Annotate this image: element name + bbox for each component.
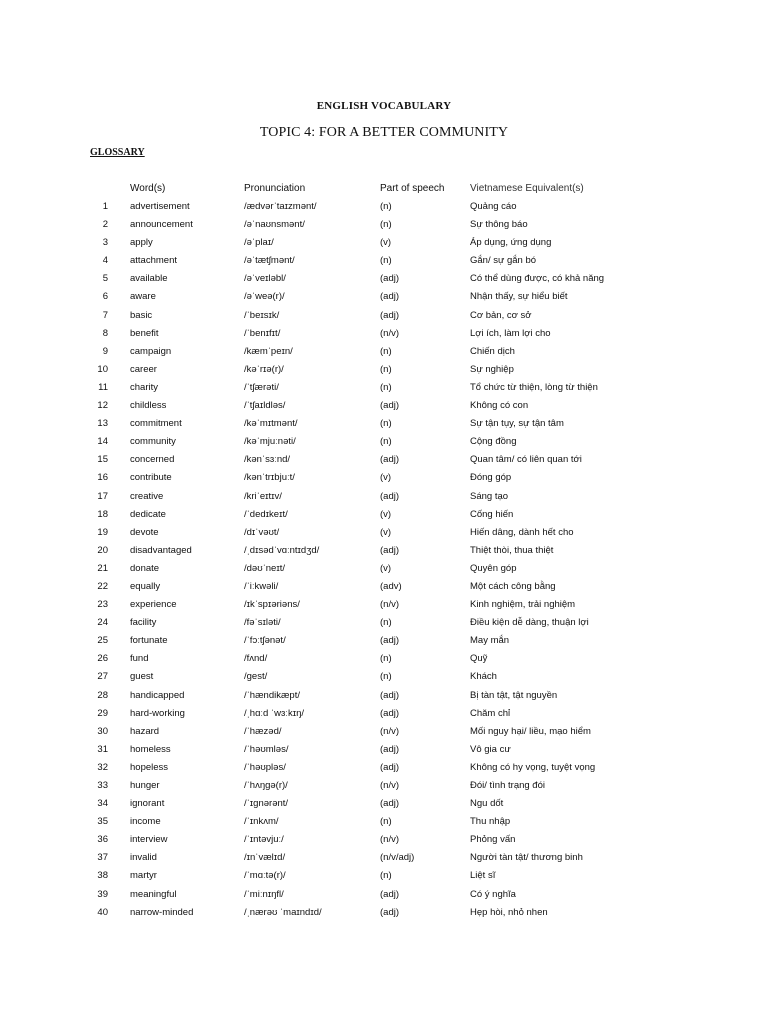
row-word: contribute xyxy=(130,472,172,484)
row-word: career xyxy=(130,363,157,375)
row-vietnamese: Có thể dùng được, có khả năng xyxy=(470,273,605,285)
row-word: ignorant xyxy=(130,798,165,810)
row-vietnamese: Phỏng vấn xyxy=(470,834,516,846)
row-number: 33 xyxy=(97,780,108,791)
row-number: 29 xyxy=(97,707,108,719)
row-word: aware xyxy=(130,291,156,303)
row-part-of-speech: (adj) xyxy=(380,707,400,719)
row-vietnamese: Đói/ tình trạng đói xyxy=(470,780,545,791)
row-part-of-speech: (n) xyxy=(380,255,392,267)
row-number: 20 xyxy=(97,544,108,556)
row-word: campaign xyxy=(130,345,172,357)
table-row xyxy=(0,526,768,544)
header-vietnamese: Vietnamese Equivalent(s) xyxy=(470,183,584,194)
table-row xyxy=(0,471,768,489)
row-vietnamese: Chiến dịch xyxy=(470,345,515,357)
row-part-of-speech: (adj) xyxy=(380,544,400,556)
row-word: announcement xyxy=(130,219,193,231)
row-pronunciation: /ædvərˈtaɪzmənt/ xyxy=(244,201,317,212)
row-number: 27 xyxy=(97,671,108,683)
row-pronunciation: /ˈhəʊpləs/ xyxy=(244,761,286,773)
row-pronunciation: /ˈfɔːtʃənət/ xyxy=(244,635,286,647)
row-vietnamese: Cơ bản, cơ sở xyxy=(470,309,532,321)
row-pronunciation: /kənˈtrɪbjuːt/ xyxy=(244,472,295,484)
row-pronunciation: /ɪkˈspɪəriəns/ xyxy=(244,599,300,611)
table-row xyxy=(0,598,768,616)
table-row xyxy=(0,490,768,508)
row-part-of-speech: (adv) xyxy=(380,580,402,592)
row-vietnamese: Người tàn tật/ thương binh xyxy=(470,852,583,864)
row-word: commitment xyxy=(130,418,182,430)
row-word: hard-working xyxy=(130,707,185,719)
row-word: hopeless xyxy=(130,761,169,773)
row-number: 5 xyxy=(102,273,108,285)
row-vietnamese: Vô gia cư xyxy=(470,743,511,755)
row-part-of-speech: (adj) xyxy=(380,454,400,466)
row-number: 2 xyxy=(102,219,108,231)
row-pronunciation: /əˈnaʊnsmənt/ xyxy=(244,219,305,231)
row-part-of-speech: (adj) xyxy=(380,906,400,918)
row-pronunciation: /ˈhʌŋgə(r)/ xyxy=(244,780,288,791)
row-part-of-speech: (n/v) xyxy=(380,780,399,791)
row-part-of-speech: (n/v) xyxy=(380,834,399,846)
row-vietnamese: Điều kiện dễ dàng, thuận lợi xyxy=(470,617,589,629)
row-vietnamese: Một cách công bằng xyxy=(470,580,556,592)
table-row xyxy=(0,453,768,471)
row-pronunciation: /kəˈrɪə(r)/ xyxy=(244,363,284,375)
row-pronunciation: /ˈmɑːtə(r)/ xyxy=(244,870,286,882)
row-number: 16 xyxy=(97,472,108,484)
row-part-of-speech: (adj) xyxy=(380,761,400,773)
row-vietnamese: Quỹ xyxy=(470,653,488,665)
row-number: 15 xyxy=(97,454,108,466)
row-number: 34 xyxy=(97,798,108,810)
row-number: 22 xyxy=(97,580,108,592)
row-vietnamese: Có ý nghĩa xyxy=(470,888,516,900)
row-pronunciation: /fʌnd/ xyxy=(244,653,268,665)
row-part-of-speech: (n) xyxy=(380,617,392,629)
row-pronunciation: /kənˈsɜːnd/ xyxy=(244,454,291,466)
table-row xyxy=(0,906,768,924)
row-vietnamese: Không có con xyxy=(470,400,529,412)
header-part-of-speech: Part of speech xyxy=(380,183,445,194)
row-vietnamese: Sáng tạo xyxy=(470,490,509,502)
table-row xyxy=(0,869,768,887)
row-word: meaningful xyxy=(130,888,177,900)
row-pronunciation: /fəˈsɪləti/ xyxy=(244,617,281,629)
row-word: narrow-minded xyxy=(130,906,194,918)
row-number: 11 xyxy=(98,381,108,393)
topic-title: TOPIC 4: FOR A BETTER COMMUNITY xyxy=(259,125,509,140)
table-row xyxy=(0,851,768,869)
row-word: disadvantaged xyxy=(130,544,192,556)
row-number: 39 xyxy=(97,888,108,900)
row-number: 38 xyxy=(97,870,108,882)
row-number: 6 xyxy=(102,291,108,303)
row-number: 32 xyxy=(97,761,108,773)
row-part-of-speech: (n/v) xyxy=(380,599,399,611)
row-vietnamese: Lợi ích, làm lợi cho xyxy=(470,327,551,339)
row-part-of-speech: (v) xyxy=(380,472,392,484)
row-vietnamese: Quan tâm/ có liên quan tới xyxy=(470,454,582,466)
row-vietnamese: Thiệt thòi, thua thiệt xyxy=(470,544,554,556)
row-part-of-speech: (n) xyxy=(380,870,392,882)
row-word: homeless xyxy=(130,743,171,755)
row-pronunciation: /əˈveɪləbl/ xyxy=(244,273,286,285)
row-pronunciation: /kriˈeɪtɪv/ xyxy=(244,490,282,502)
row-vietnamese: Liệt sĩ xyxy=(470,870,496,882)
row-vietnamese: Tổ chức từ thiện, lòng từ thiện xyxy=(470,381,598,393)
row-part-of-speech: (adj) xyxy=(380,743,400,755)
row-number: 3 xyxy=(102,237,108,249)
table-row xyxy=(0,345,768,363)
table-row xyxy=(0,417,768,435)
row-part-of-speech: (adj) xyxy=(380,309,400,321)
row-number: 37 xyxy=(97,852,108,864)
row-word: experience xyxy=(130,599,177,611)
row-pronunciation: /ˈdedɪkeɪt/ xyxy=(244,508,288,520)
row-vietnamese: Ngu dốt xyxy=(470,798,504,810)
row-word: handicapped xyxy=(130,689,185,701)
row-part-of-speech: (n/v/adj) xyxy=(380,852,415,864)
row-pronunciation: /kæmˈpeɪn/ xyxy=(244,345,293,357)
row-pronunciation: /ˈbenɪfɪt/ xyxy=(244,327,281,339)
table-row xyxy=(0,779,768,797)
row-part-of-speech: (adj) xyxy=(380,273,400,285)
row-pronunciation: /dəʊˈneɪt/ xyxy=(244,562,285,574)
row-pronunciation: /ˈmiːnɪŋfl/ xyxy=(244,888,284,900)
row-pronunciation: /ˈhændikæpt/ xyxy=(244,689,300,701)
row-vietnamese: Mối nguy hại/ liều, mạo hiểm xyxy=(470,725,591,737)
table-row xyxy=(0,363,768,381)
row-word: martyr xyxy=(130,870,157,882)
row-word: creative xyxy=(130,490,164,502)
table-row xyxy=(0,707,768,725)
row-number: 28 xyxy=(97,689,108,701)
row-word: hunger xyxy=(130,780,160,791)
row-word: concerned xyxy=(130,454,175,466)
row-part-of-speech: (adj) xyxy=(380,490,400,502)
row-word: benefit xyxy=(130,327,159,339)
row-vietnamese: Gắn/ sự gắn bó xyxy=(470,255,537,267)
row-part-of-speech: (n) xyxy=(380,418,392,430)
row-vietnamese: Sự thông báo xyxy=(470,219,528,231)
table-row xyxy=(0,580,768,598)
document-title: ENGLISH VOCABULARY xyxy=(316,100,452,112)
row-pronunciation: /ɪnˈvælɪd/ xyxy=(244,852,286,864)
row-part-of-speech: (v) xyxy=(380,508,392,520)
header-pronunciation: Pronunciation xyxy=(244,183,306,194)
row-part-of-speech: (n) xyxy=(380,201,392,212)
row-number: 31 xyxy=(97,743,108,755)
table-row xyxy=(0,381,768,399)
row-pronunciation: /əˈtætʃmənt/ xyxy=(244,255,295,267)
row-part-of-speech: (n) xyxy=(380,671,392,683)
row-vietnamese: Áp dụng, ứng dụng xyxy=(470,237,552,249)
row-vietnamese: Sự tận tụy, sự tận tâm xyxy=(470,418,564,430)
row-vietnamese: Không có hy vọng, tuyệt vọng xyxy=(470,761,596,773)
row-number: 10 xyxy=(97,363,108,375)
row-pronunciation: /kəˈmɪtmənt/ xyxy=(244,418,298,430)
table-row xyxy=(0,888,768,906)
row-word: childless xyxy=(130,400,167,412)
row-pronunciation: /ˌhɑːd ˈwɜːkɪŋ/ xyxy=(244,707,305,719)
row-pronunciation: /kəˈmjuːnəti/ xyxy=(244,436,296,448)
row-number: 18 xyxy=(97,508,108,520)
row-number: 21 xyxy=(97,562,108,574)
row-number: 8 xyxy=(102,327,108,339)
row-vietnamese: Hiến dâng, dành hết cho xyxy=(470,526,574,538)
row-number: 30 xyxy=(97,725,108,737)
row-number: 19 xyxy=(97,526,108,538)
row-number: 35 xyxy=(97,816,108,828)
row-number: 14 xyxy=(97,436,108,448)
row-part-of-speech: (adj) xyxy=(380,400,400,412)
row-pronunciation: /ˈiːkwəli/ xyxy=(244,580,279,592)
row-pronunciation: /ˌdɪsədˈvɑːntɪdʒd/ xyxy=(244,544,320,556)
table-row xyxy=(0,508,768,526)
table-row xyxy=(0,218,768,236)
row-part-of-speech: (n) xyxy=(380,381,392,393)
row-word: apply xyxy=(130,237,153,249)
table-row xyxy=(0,562,768,580)
table-row xyxy=(0,236,768,254)
row-word: fund xyxy=(130,653,149,665)
row-word: interview xyxy=(130,834,168,846)
row-number: 13 xyxy=(97,418,108,430)
table-row xyxy=(0,761,768,779)
table-row xyxy=(0,309,768,327)
row-word: devote xyxy=(130,526,159,538)
table-row xyxy=(0,290,768,308)
row-vietnamese: Hẹp hòi, nhỏ nhen xyxy=(470,906,548,918)
row-number: 23 xyxy=(97,599,108,611)
table-row xyxy=(0,652,768,670)
vocabulary-table xyxy=(0,200,768,924)
table-row xyxy=(0,616,768,634)
row-vietnamese: Quyên góp xyxy=(470,562,517,574)
row-part-of-speech: (n) xyxy=(380,653,392,665)
row-part-of-speech: (n) xyxy=(380,345,392,357)
row-pronunciation: /əˈplaɪ/ xyxy=(244,237,274,249)
row-word: invalid xyxy=(130,852,157,864)
row-part-of-speech: (n/v) xyxy=(380,725,399,737)
row-word: hazard xyxy=(130,725,160,737)
row-number: 25 xyxy=(97,635,108,647)
table-row xyxy=(0,670,768,688)
row-part-of-speech: (adj) xyxy=(380,291,400,303)
row-vietnamese: Sự nghiệp xyxy=(470,363,514,375)
row-vietnamese: Quảng cáo xyxy=(470,201,517,212)
row-pronunciation: /ˈɪntəvjuː/ xyxy=(244,834,284,846)
row-vietnamese: Thu nhập xyxy=(470,816,511,828)
row-pronunciation: /ˈhæzəd/ xyxy=(244,725,282,737)
row-part-of-speech: (adj) xyxy=(380,798,400,810)
row-word: fortunate xyxy=(130,635,168,647)
row-vietnamese: Cộng đồng xyxy=(470,436,517,448)
table-row xyxy=(0,272,768,290)
row-part-of-speech: (n) xyxy=(380,816,392,828)
row-part-of-speech: (v) xyxy=(380,526,392,538)
row-vietnamese: Khách xyxy=(470,671,497,683)
row-part-of-speech: (n/v) xyxy=(380,327,399,339)
row-word: attachment xyxy=(130,255,177,267)
row-pronunciation: /ˈhəʊmləs/ xyxy=(244,743,289,755)
table-row xyxy=(0,254,768,272)
row-number: 1 xyxy=(102,201,108,212)
row-word: basic xyxy=(130,309,153,321)
row-vietnamese: Bị tàn tật, tật nguyền xyxy=(470,689,558,701)
table-row xyxy=(0,435,768,453)
row-part-of-speech: (v) xyxy=(380,562,392,574)
row-word: equally xyxy=(130,580,161,592)
row-pronunciation: /gest/ xyxy=(244,671,268,683)
row-word: community xyxy=(130,436,176,448)
row-part-of-speech: (v) xyxy=(380,237,392,249)
table-row xyxy=(0,797,768,815)
row-vietnamese: Kinh nghiệm, trải nghiệm xyxy=(470,599,576,611)
row-pronunciation: /ˈɪnkʌm/ xyxy=(244,816,279,828)
header-word: Word(s) xyxy=(130,183,166,194)
row-part-of-speech: (n) xyxy=(380,363,392,375)
row-part-of-speech: (adj) xyxy=(380,689,400,701)
row-word: available xyxy=(130,273,168,285)
table-row xyxy=(0,815,768,833)
row-pronunciation: /dɪˈvəʊt/ xyxy=(244,526,280,538)
row-number: 24 xyxy=(97,617,108,629)
row-part-of-speech: (adj) xyxy=(380,635,400,647)
row-pronunciation: /ˈtʃaɪldləs/ xyxy=(244,400,286,412)
section-heading: GLOSSARY xyxy=(90,147,145,158)
table-row xyxy=(0,544,768,562)
row-number: 40 xyxy=(97,906,108,918)
row-word: income xyxy=(130,816,161,828)
table-row xyxy=(0,725,768,743)
row-word: facility xyxy=(130,617,157,629)
row-word: dedicate xyxy=(130,508,166,520)
row-number: 12 xyxy=(97,400,108,412)
row-part-of-speech: (adj) xyxy=(380,888,400,900)
row-pronunciation: /əˈweə(r)/ xyxy=(244,291,285,303)
row-word: guest xyxy=(130,671,154,683)
row-vietnamese: May mắn xyxy=(470,635,510,647)
row-pronunciation: /ˈtʃærəti/ xyxy=(244,381,279,393)
row-number: 9 xyxy=(102,345,108,357)
row-word: charity xyxy=(130,381,158,393)
row-number: 26 xyxy=(97,653,108,665)
row-number: 4 xyxy=(102,255,108,267)
row-number: 7 xyxy=(102,309,108,321)
row-word: donate xyxy=(130,562,160,574)
table-row xyxy=(0,833,768,851)
row-vietnamese: Cống hiến xyxy=(470,508,514,520)
table-row xyxy=(0,634,768,652)
table-header xyxy=(0,183,768,197)
table-row xyxy=(0,399,768,417)
row-vietnamese: Nhận thấy, sự hiểu biết xyxy=(470,291,568,303)
row-pronunciation: /ˈbeɪsɪk/ xyxy=(244,309,280,321)
table-row xyxy=(0,743,768,761)
row-number: 36 xyxy=(97,834,108,846)
row-word: advertisement xyxy=(130,201,190,212)
row-part-of-speech: (n) xyxy=(380,219,392,231)
table-row xyxy=(0,200,768,218)
row-pronunciation: /ˌnærəʊ ˈmaɪndɪd/ xyxy=(244,906,322,918)
table-row xyxy=(0,689,768,707)
table-row xyxy=(0,327,768,345)
row-number: 17 xyxy=(97,490,108,502)
row-vietnamese: Chăm chỉ xyxy=(470,707,511,719)
row-part-of-speech: (n) xyxy=(380,436,392,448)
row-pronunciation: /ˈɪgnərənt/ xyxy=(244,798,289,810)
row-vietnamese: Đóng góp xyxy=(470,472,512,484)
